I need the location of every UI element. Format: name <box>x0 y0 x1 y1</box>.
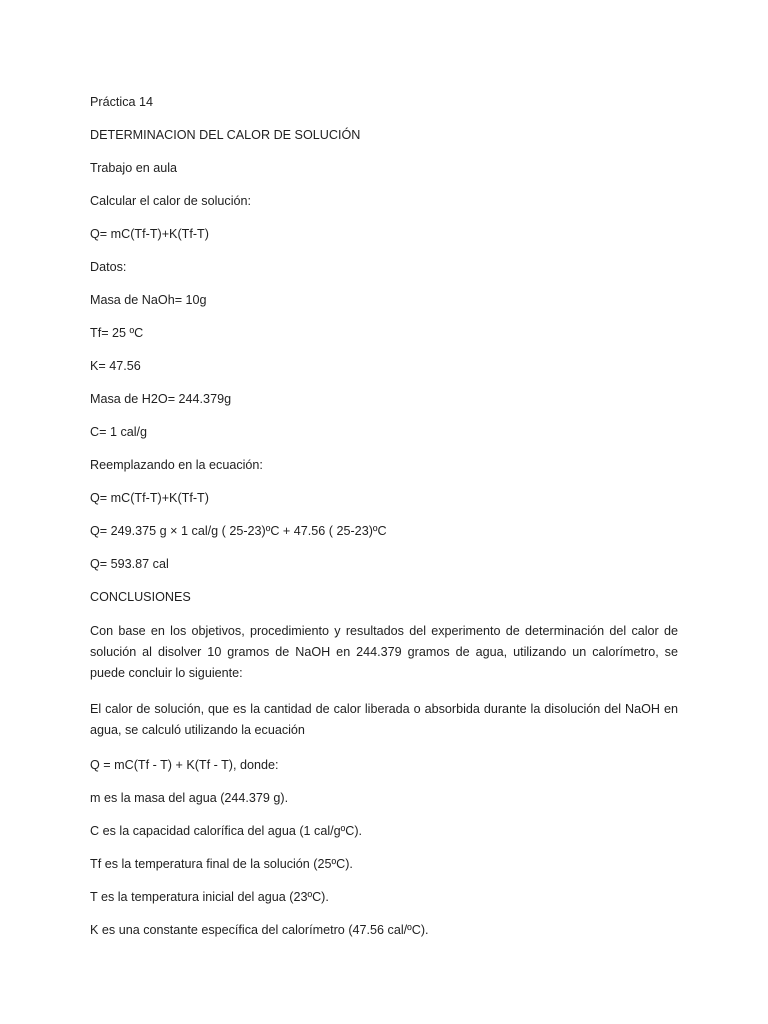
document-subtitle: Trabajo en aula <box>90 161 178 175</box>
data-item-final-temperature: Tf= 25 ºC <box>90 326 144 340</box>
conclusion-paragraph-1: Con base en los objetivos, procedimiento y resultados del experimento de determinación del calor de solución al disolver 10 gramos de NaOH en 244.379 gramos de agua, utilizando un calorímetro, se puede concluir lo siguiente: <box>90 624 678 680</box>
definition-initial-temperature: T es la temperatura inicial del agua (23ºC). <box>90 890 329 904</box>
definition-calorimeter-constant: K es una constante específica del calorímetro (47.56 cal/ºC). <box>90 923 429 937</box>
replacing-heading: Reemplazando en la ecuación: <box>90 458 263 472</box>
data-item-k-constant: K= 47.56 <box>90 359 141 373</box>
definition-heat-capacity: C es la capacidad calorífica del agua (1 cal/gºC). <box>90 824 363 838</box>
definition-mass: m es la masa del agua (244.379 g). <box>90 791 289 805</box>
conclusion-paragraph-2: El calor de solución, que es la cantidad de calor liberada o absorbida durante la disolución del NaOH en agua, se calculó utilizando la ecuación <box>90 702 678 737</box>
document-title: DETERMINACION DEL CALOR DE SOLUCIÓN <box>90 128 361 142</box>
formula-repeat-text: Q= mC(Tf-T)+K(Tf-T) <box>90 491 209 505</box>
formula-text: Q= mC(Tf-T)+K(Tf-T) <box>90 227 209 241</box>
data-heading: Datos: <box>90 260 127 274</box>
substitution-text: Q= 249.375 g × 1 cal/g ( 25-23)ºC + 47.56 ( 25-23)ºC <box>90 524 387 538</box>
data-item-heat-capacity: C= 1 cal/g <box>90 425 148 439</box>
data-item-naoh-mass: Masa de NaOh= 10g <box>90 293 207 307</box>
definition-final-temperature: Tf es la temperatura final de la solución (25ºC). <box>90 857 353 871</box>
practice-number: Práctica 14 <box>90 95 153 109</box>
conclusions-heading: CONCLUSIONES <box>90 590 191 604</box>
document-content <box>90 93 678 954</box>
data-item-water-mass: Masa de H2O= 244.379g <box>90 392 232 406</box>
result-text: Q= 593.87 cal <box>90 557 169 571</box>
equation-line: Q = mC(Tf - T) + K(Tf - T), donde: <box>90 758 279 772</box>
instruction-text: Calcular el calor de solución: <box>90 194 252 208</box>
